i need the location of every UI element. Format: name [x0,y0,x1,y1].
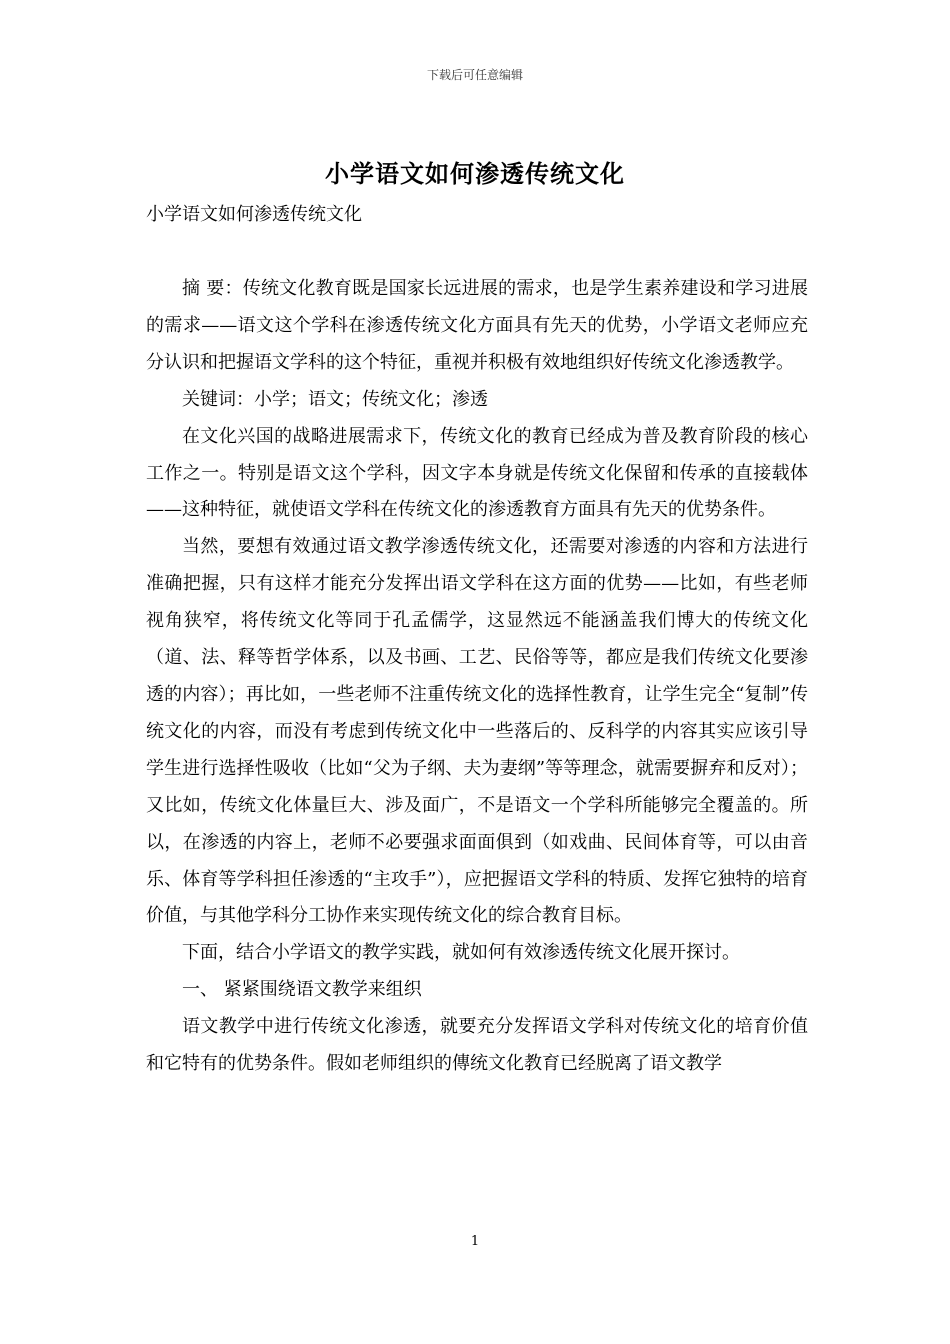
body-paragraph: 语文教学中进行传统文化渗透，就要充分发挥语文学科对传统文化的培育价值和它特有的优势条件。假如老师组织的傳统文化教育已经脱离了语文教学 [146,1016,808,1075]
document-title: 小学语文如何渗透传统文化 [325,159,625,188]
document-subtitle: 小学语文如何渗透传统文化 [146,204,362,225]
body-paragraph: 在文化兴国的战略进展需求下，传统文化的教育已经成为普及教育阶段的核心工作之一。特别是语文这个学科，因文字本身就是传统文化保留和传承的直接载体——这种特征，就使语文学科在传统文化的渗透教育方面具有先天的优势条件。 [146,425,808,521]
page-number: 1 [470,1234,480,1249]
body-paragraph: 当然，要想有效通过语文教学渗透传统文化，还需要对渗透的内容和方法进行准确把握，只有这样才能充分发挥出语文学科在这方面的优势——比如，有些老师视角狭窄，将传统文化等同于孔孟儒学，这显然远不能涵盖我们博大的传统文化（道、法、释等哲学体系，以及书画、工艺、民俗等等，都应是我们传统文化要渗透的内容）；再比如，一些老师不注重传统文化的选择性教育，让学生完全“复制”传统文化的内容，而没有考虑到传统文化中一些落后的、反科学的内容其实应该引导学生进行选择性吸收（比如“父为子纲、夫为妻纲”等等理念，就需要摒弃和反对）；又比如，传统文化体量巨大、涉及面广，不是语文一个学科所能够完全覆盖的。所以，在渗透的内容上，老师不必要强求面面俱到（如戏曲、民间体育等，可以由音乐、体育等学科担任渗透的“主攻手”），应把握语文学科的特质、发挥它独特的培育价值，与其他学科分工协作来实现传统文化的综合教育目标。 [146,536,808,927]
body-paragraph: 下面，结合小学语文的教学实践，就如何有效渗透传统文化展开探讨。 [182,942,740,964]
section-heading: 一、 紧紧围绕语文教学来组织 [182,979,422,1001]
abstract-paragraph: 摘 要：传统文化教育既是国家长远进展的需求，也是学生素养建设和学习进展的需求——语文这个学科在渗透传统文化方面具有先天的优势，小学语文老师应充分认识和把握语文学科的这个特征，重视并积极有效地组织好传统文化渗透教学。 [146,278,808,373]
document-body [146,271,808,1083]
header-note: 下载后可任意编辑 [426,68,523,82]
keywords-paragraph: 关键词：小学；语文；传统文化；渗透 [182,388,488,410]
